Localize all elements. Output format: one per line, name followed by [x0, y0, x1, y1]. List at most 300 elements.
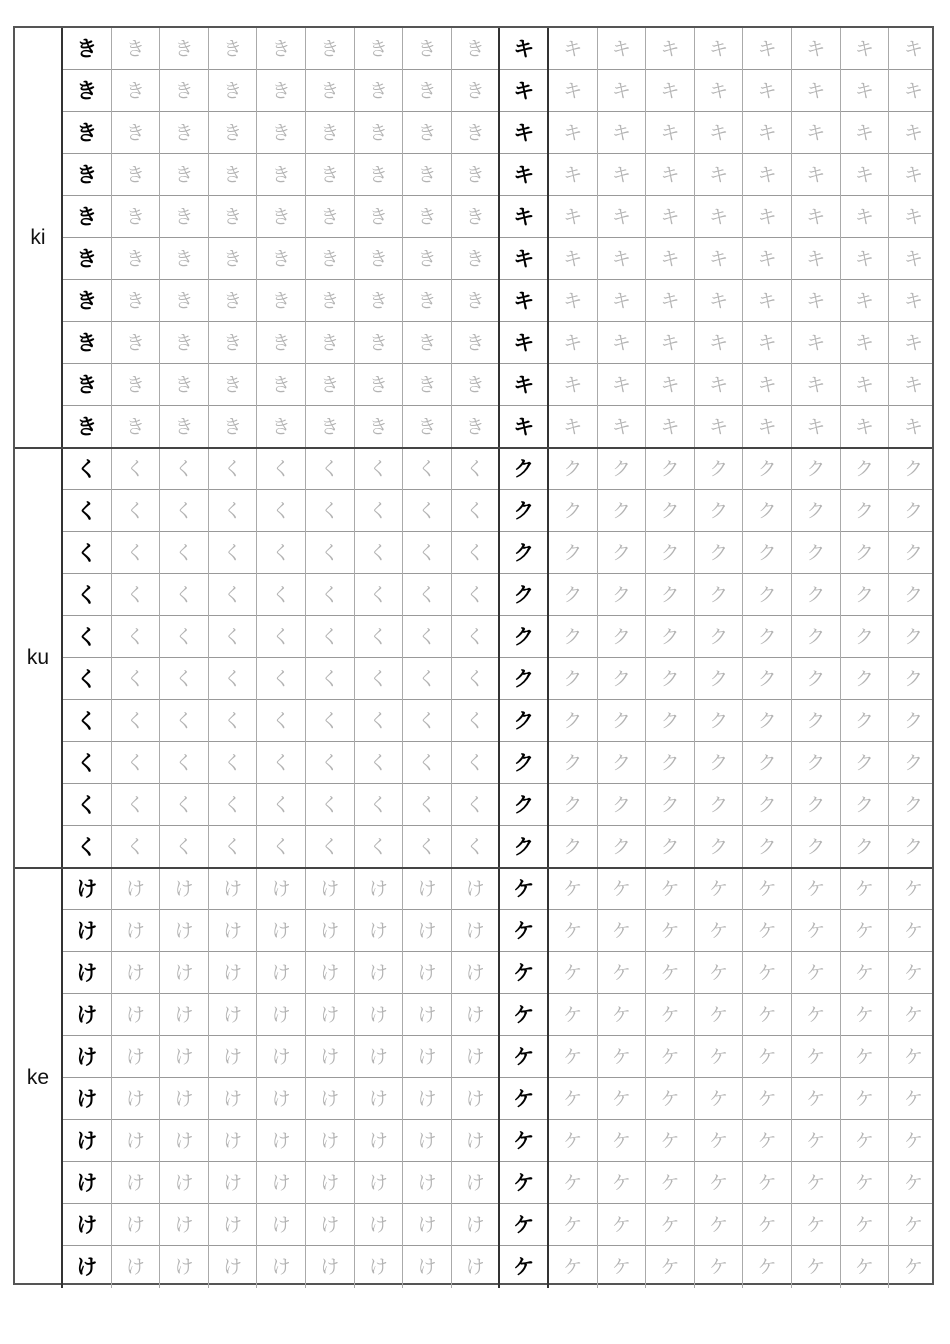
katakana-trace-cell[interactable]: ク — [695, 574, 744, 616]
katakana-trace-cell[interactable]: ク — [743, 490, 792, 532]
hiragana-trace-cell[interactable]: き — [452, 322, 501, 364]
katakana-trace-cell[interactable]: ケ — [598, 868, 647, 910]
hiragana-trace-cell[interactable]: き — [452, 28, 501, 70]
katakana-trace-cell[interactable]: ク — [903, 709, 923, 732]
katakana-trace-cell[interactable]: ク — [743, 532, 792, 574]
hiragana-trace-cell[interactable]: く — [209, 490, 258, 532]
hiragana-trace-cell[interactable]: く — [306, 784, 355, 826]
hiragana-trace-cell[interactable]: け — [355, 994, 404, 1036]
katakana-trace-cell[interactable]: キ — [549, 322, 598, 364]
katakana-trace-cell[interactable]: ク — [841, 574, 890, 616]
hiragana-trace-cell[interactable]: け — [257, 952, 306, 994]
katakana-trace-cell[interactable]: キ — [646, 196, 695, 238]
katakana-trace-cell[interactable]: ケ — [646, 1036, 695, 1078]
hiragana-trace-cell[interactable]: け — [306, 1036, 355, 1078]
hiragana-trace-cell[interactable]: き — [355, 112, 404, 154]
katakana-trace-cell[interactable]: ク — [598, 616, 647, 658]
hiragana-trace-cell[interactable]: き — [257, 70, 306, 112]
hiragana-trace-cell[interactable]: け — [257, 994, 306, 1036]
katakana-trace-cell[interactable]: キ — [841, 28, 890, 70]
katakana-trace-cell[interactable]: ク — [695, 742, 744, 784]
hiragana-trace-cell[interactable]: く — [452, 784, 501, 826]
hiragana-trace-cell[interactable]: く — [160, 532, 209, 574]
hiragana-trace-cell[interactable]: き — [355, 364, 404, 406]
hiragana-trace-cell[interactable]: く — [452, 448, 501, 490]
hiragana-trace-cell[interactable]: き — [112, 364, 161, 406]
hiragana-trace-cell[interactable]: け — [160, 910, 209, 952]
hiragana-trace-cell[interactable]: く — [112, 448, 161, 490]
katakana-trace-cell[interactable]: キ — [743, 28, 792, 70]
katakana-trace-cell[interactable]: ク — [549, 742, 598, 784]
katakana-trace-cell[interactable]: キ — [646, 28, 695, 70]
hiragana-trace-cell[interactable]: け — [209, 1204, 258, 1246]
hiragana-trace-cell[interactable]: け — [112, 952, 161, 994]
hiragana-trace-cell[interactable]: く — [209, 742, 258, 784]
katakana-trace-cell[interactable]: ク — [743, 826, 792, 868]
hiragana-trace-cell[interactable]: け — [452, 868, 501, 910]
katakana-trace-cell[interactable]: キ — [841, 70, 890, 112]
katakana-trace-cell[interactable]: ケ — [549, 1120, 598, 1162]
hiragana-trace-cell[interactable]: き — [403, 28, 452, 70]
katakana-trace-cell[interactable]: キ — [841, 238, 890, 280]
hiragana-trace-cell[interactable]: け — [160, 1120, 209, 1162]
hiragana-trace-cell[interactable]: く — [403, 532, 452, 574]
katakana-trace-cell[interactable]: キ — [792, 70, 841, 112]
katakana-trace-cell[interactable]: ク — [841, 448, 890, 490]
katakana-trace-cell[interactable]: ク — [903, 751, 923, 774]
katakana-trace-cell[interactable]: ケ — [549, 1078, 598, 1120]
katakana-trace-cell[interactable]: ケ — [792, 910, 841, 952]
katakana-trace-cell[interactable]: ク — [695, 616, 744, 658]
katakana-trace-cell[interactable]: キ — [695, 196, 744, 238]
hiragana-trace-cell[interactable]: き — [452, 154, 501, 196]
katakana-trace-cell[interactable]: キ — [646, 112, 695, 154]
hiragana-trace-cell[interactable]: け — [355, 1078, 404, 1120]
katakana-trace-cell[interactable]: ケ — [743, 994, 792, 1036]
hiragana-trace-cell[interactable]: く — [403, 448, 452, 490]
hiragana-trace-cell[interactable]: く — [160, 616, 209, 658]
katakana-trace-cell[interactable]: キ — [598, 364, 647, 406]
katakana-trace-cell[interactable]: キ — [743, 154, 792, 196]
katakana-trace-cell[interactable]: ク — [598, 742, 647, 784]
katakana-trace-cell[interactable]: キ — [743, 70, 792, 112]
hiragana-trace-cell[interactable]: き — [452, 238, 501, 280]
katakana-trace-cell[interactable]: ク — [743, 448, 792, 490]
hiragana-trace-cell[interactable]: け — [209, 1162, 258, 1204]
hiragana-trace-cell[interactable]: け — [257, 1204, 306, 1246]
katakana-trace-cell[interactable]: キ — [646, 70, 695, 112]
hiragana-trace-cell[interactable]: く — [257, 826, 306, 868]
hiragana-trace-cell[interactable]: き — [112, 238, 161, 280]
katakana-trace-cell[interactable]: ク — [598, 784, 647, 826]
hiragana-trace-cell[interactable]: け — [452, 1078, 501, 1120]
hiragana-trace-cell[interactable]: け — [257, 1036, 306, 1078]
hiragana-trace-cell[interactable]: き — [257, 406, 306, 448]
katakana-trace-cell[interactable]: ケ — [841, 1120, 890, 1162]
katakana-trace-cell[interactable]: ク — [549, 700, 598, 742]
hiragana-trace-cell[interactable]: く — [257, 490, 306, 532]
hiragana-trace-cell[interactable]: く — [452, 574, 501, 616]
katakana-trace-cell[interactable]: ク — [841, 490, 890, 532]
hiragana-trace-cell[interactable]: き — [306, 280, 355, 322]
hiragana-trace-cell[interactable]: き — [160, 112, 209, 154]
hiragana-trace-cell[interactable]: け — [112, 994, 161, 1036]
katakana-trace-cell[interactable]: ケ — [695, 910, 744, 952]
katakana-trace-cell[interactable]: ク — [549, 784, 598, 826]
hiragana-trace-cell[interactable]: き — [355, 406, 404, 448]
hiragana-trace-cell[interactable]: き — [209, 364, 258, 406]
hiragana-trace-cell[interactable]: け — [452, 1120, 501, 1162]
katakana-trace-cell[interactable]: ケ — [743, 1162, 792, 1204]
hiragana-trace-cell[interactable]: く — [355, 616, 404, 658]
hiragana-trace-cell[interactable]: く — [160, 784, 209, 826]
hiragana-trace-cell[interactable]: け — [452, 1162, 501, 1204]
hiragana-trace-cell[interactable]: き — [160, 406, 209, 448]
katakana-trace-cell[interactable]: ケ — [903, 1045, 923, 1068]
katakana-trace-cell[interactable]: ク — [792, 574, 841, 616]
katakana-trace-cell[interactable]: キ — [841, 322, 890, 364]
katakana-trace-cell[interactable]: ケ — [743, 1078, 792, 1120]
hiragana-trace-cell[interactable]: け — [355, 910, 404, 952]
hiragana-trace-cell[interactable]: き — [112, 406, 161, 448]
katakana-trace-cell[interactable]: キ — [646, 406, 695, 448]
hiragana-trace-cell[interactable]: け — [403, 1246, 452, 1288]
katakana-trace-cell[interactable]: キ — [841, 196, 890, 238]
hiragana-trace-cell[interactable]: く — [452, 616, 501, 658]
hiragana-trace-cell[interactable]: く — [306, 700, 355, 742]
hiragana-trace-cell[interactable]: け — [306, 868, 355, 910]
hiragana-trace-cell[interactable]: く — [355, 700, 404, 742]
katakana-trace-cell[interactable]: ケ — [841, 994, 890, 1036]
hiragana-trace-cell[interactable]: く — [452, 658, 501, 700]
hiragana-trace-cell[interactable]: き — [112, 280, 161, 322]
hiragana-trace-cell[interactable]: く — [355, 490, 404, 532]
katakana-trace-cell[interactable]: キ — [841, 280, 890, 322]
hiragana-trace-cell[interactable]: く — [160, 448, 209, 490]
hiragana-trace-cell[interactable]: け — [112, 1162, 161, 1204]
katakana-trace-cell[interactable]: キ — [841, 364, 890, 406]
hiragana-trace-cell[interactable]: き — [306, 28, 355, 70]
hiragana-trace-cell[interactable]: く — [112, 700, 161, 742]
hiragana-trace-cell[interactable]: く — [355, 448, 404, 490]
katakana-trace-cell[interactable]: ク — [743, 784, 792, 826]
hiragana-trace-cell[interactable]: け — [160, 1246, 209, 1288]
hiragana-trace-cell[interactable]: け — [306, 910, 355, 952]
katakana-trace-cell[interactable]: ケ — [646, 868, 695, 910]
hiragana-trace-cell[interactable]: き — [403, 406, 452, 448]
hiragana-trace-cell[interactable]: く — [112, 784, 161, 826]
hiragana-trace-cell[interactable]: け — [403, 1204, 452, 1246]
hiragana-trace-cell[interactable]: け — [355, 868, 404, 910]
hiragana-trace-cell[interactable]: き — [403, 280, 452, 322]
katakana-trace-cell[interactable]: キ — [598, 154, 647, 196]
katakana-trace-cell[interactable]: ケ — [598, 1204, 647, 1246]
katakana-trace-cell[interactable]: ケ — [743, 952, 792, 994]
katakana-trace-cell[interactable]: キ — [903, 373, 923, 396]
katakana-trace-cell[interactable]: ケ — [792, 1036, 841, 1078]
katakana-trace-cell[interactable]: キ — [598, 406, 647, 448]
hiragana-trace-cell[interactable]: け — [209, 1036, 258, 1078]
hiragana-trace-cell[interactable]: き — [306, 112, 355, 154]
hiragana-trace-cell[interactable]: き — [452, 406, 501, 448]
katakana-trace-cell[interactable]: ケ — [743, 1120, 792, 1162]
hiragana-trace-cell[interactable]: け — [452, 952, 501, 994]
hiragana-trace-cell[interactable]: き — [355, 28, 404, 70]
katakana-trace-cell[interactable]: キ — [549, 406, 598, 448]
katakana-trace-cell[interactable]: ケ — [792, 1078, 841, 1120]
hiragana-trace-cell[interactable]: く — [112, 574, 161, 616]
hiragana-trace-cell[interactable]: け — [452, 1036, 501, 1078]
hiragana-trace-cell[interactable]: け — [112, 868, 161, 910]
hiragana-trace-cell[interactable]: け — [355, 1204, 404, 1246]
katakana-trace-cell[interactable]: キ — [598, 238, 647, 280]
katakana-trace-cell[interactable]: ケ — [792, 1204, 841, 1246]
katakana-trace-cell[interactable]: ケ — [646, 1078, 695, 1120]
katakana-trace-cell[interactable]: ク — [792, 658, 841, 700]
katakana-trace-cell[interactable]: キ — [646, 322, 695, 364]
hiragana-trace-cell[interactable]: け — [403, 952, 452, 994]
hiragana-trace-cell[interactable]: け — [403, 1036, 452, 1078]
katakana-trace-cell[interactable]: ケ — [841, 1078, 890, 1120]
katakana-trace-cell[interactable]: ケ — [646, 1246, 695, 1288]
hiragana-trace-cell[interactable]: き — [257, 28, 306, 70]
hiragana-trace-cell[interactable]: く — [403, 616, 452, 658]
katakana-trace-cell[interactable]: キ — [792, 112, 841, 154]
katakana-trace-cell[interactable]: ケ — [841, 1036, 890, 1078]
hiragana-trace-cell[interactable]: け — [355, 1162, 404, 1204]
hiragana-trace-cell[interactable]: く — [160, 658, 209, 700]
hiragana-trace-cell[interactable]: け — [209, 1120, 258, 1162]
hiragana-trace-cell[interactable]: け — [112, 1204, 161, 1246]
hiragana-trace-cell[interactable]: け — [209, 1078, 258, 1120]
hiragana-trace-cell[interactable]: く — [306, 532, 355, 574]
hiragana-trace-cell[interactable]: け — [112, 1078, 161, 1120]
katakana-trace-cell[interactable]: ク — [646, 448, 695, 490]
hiragana-trace-cell[interactable]: き — [355, 322, 404, 364]
hiragana-trace-cell[interactable]: き — [209, 154, 258, 196]
hiragana-trace-cell[interactable]: き — [403, 196, 452, 238]
katakana-trace-cell[interactable]: ク — [695, 490, 744, 532]
hiragana-trace-cell[interactable]: け — [209, 910, 258, 952]
katakana-trace-cell[interactable]: キ — [841, 154, 890, 196]
hiragana-trace-cell[interactable]: く — [112, 826, 161, 868]
katakana-trace-cell[interactable]: ク — [646, 574, 695, 616]
hiragana-trace-cell[interactable]: き — [403, 364, 452, 406]
katakana-trace-cell[interactable]: キ — [903, 247, 923, 270]
hiragana-trace-cell[interactable]: け — [160, 868, 209, 910]
hiragana-trace-cell[interactable]: け — [112, 1120, 161, 1162]
katakana-trace-cell[interactable]: ク — [792, 532, 841, 574]
katakana-trace-cell[interactable]: キ — [549, 28, 598, 70]
hiragana-trace-cell[interactable]: き — [160, 280, 209, 322]
hiragana-trace-cell[interactable]: き — [257, 154, 306, 196]
hiragana-trace-cell[interactable]: け — [403, 994, 452, 1036]
katakana-trace-cell[interactable]: キ — [695, 112, 744, 154]
katakana-trace-cell[interactable]: ク — [743, 700, 792, 742]
hiragana-trace-cell[interactable]: き — [306, 238, 355, 280]
katakana-trace-cell[interactable]: ケ — [743, 1204, 792, 1246]
hiragana-trace-cell[interactable]: き — [355, 154, 404, 196]
katakana-trace-cell[interactable]: ケ — [841, 910, 890, 952]
katakana-trace-cell[interactable]: キ — [598, 70, 647, 112]
hiragana-trace-cell[interactable]: き — [355, 196, 404, 238]
katakana-trace-cell[interactable]: ケ — [841, 1204, 890, 1246]
katakana-trace-cell[interactable]: ク — [646, 658, 695, 700]
hiragana-trace-cell[interactable]: く — [403, 742, 452, 784]
hiragana-trace-cell[interactable]: く — [257, 658, 306, 700]
hiragana-trace-cell[interactable]: き — [112, 154, 161, 196]
hiragana-trace-cell[interactable]: き — [112, 70, 161, 112]
hiragana-trace-cell[interactable]: く — [306, 448, 355, 490]
hiragana-trace-cell[interactable]: く — [209, 826, 258, 868]
katakana-trace-cell[interactable]: ク — [549, 532, 598, 574]
hiragana-trace-cell[interactable]: け — [306, 952, 355, 994]
hiragana-trace-cell[interactable]: け — [403, 1120, 452, 1162]
katakana-trace-cell[interactable]: ケ — [646, 910, 695, 952]
hiragana-trace-cell[interactable]: け — [209, 952, 258, 994]
hiragana-trace-cell[interactable]: き — [209, 28, 258, 70]
katakana-trace-cell[interactable]: キ — [792, 322, 841, 364]
katakana-trace-cell[interactable]: キ — [598, 280, 647, 322]
hiragana-trace-cell[interactable]: き — [209, 406, 258, 448]
hiragana-trace-cell[interactable]: け — [306, 1246, 355, 1288]
hiragana-trace-cell[interactable]: き — [257, 238, 306, 280]
hiragana-trace-cell[interactable]: き — [257, 280, 306, 322]
hiragana-trace-cell[interactable]: き — [452, 112, 501, 154]
hiragana-trace-cell[interactable]: く — [112, 616, 161, 658]
katakana-trace-cell[interactable]: キ — [695, 364, 744, 406]
katakana-trace-cell[interactable]: ク — [598, 448, 647, 490]
katakana-trace-cell[interactable]: ケ — [598, 1246, 647, 1288]
katakana-trace-cell[interactable]: キ — [598, 112, 647, 154]
hiragana-trace-cell[interactable]: き — [306, 196, 355, 238]
hiragana-trace-cell[interactable]: け — [160, 1036, 209, 1078]
katakana-trace-cell[interactable]: ク — [646, 700, 695, 742]
katakana-trace-cell[interactable]: ク — [598, 574, 647, 616]
hiragana-trace-cell[interactable]: き — [403, 112, 452, 154]
katakana-trace-cell[interactable]: キ — [646, 280, 695, 322]
hiragana-trace-cell[interactable]: け — [209, 868, 258, 910]
hiragana-trace-cell[interactable]: く — [355, 784, 404, 826]
katakana-trace-cell[interactable]: ケ — [841, 1246, 890, 1288]
katakana-trace-cell[interactable]: ク — [903, 835, 923, 858]
katakana-trace-cell[interactable]: ク — [792, 700, 841, 742]
hiragana-trace-cell[interactable]: き — [257, 364, 306, 406]
katakana-trace-cell[interactable]: キ — [792, 406, 841, 448]
katakana-trace-cell[interactable]: ケ — [903, 1129, 923, 1152]
katakana-trace-cell[interactable]: ケ — [646, 1120, 695, 1162]
hiragana-trace-cell[interactable]: き — [160, 238, 209, 280]
hiragana-trace-cell[interactable]: く — [306, 658, 355, 700]
hiragana-trace-cell[interactable]: く — [112, 742, 161, 784]
hiragana-trace-cell[interactable]: く — [306, 616, 355, 658]
katakana-trace-cell[interactable]: ケ — [792, 1162, 841, 1204]
katakana-trace-cell[interactable]: ケ — [646, 994, 695, 1036]
katakana-trace-cell[interactable]: ク — [695, 700, 744, 742]
hiragana-trace-cell[interactable]: く — [209, 574, 258, 616]
hiragana-trace-cell[interactable]: き — [306, 154, 355, 196]
hiragana-trace-cell[interactable]: く — [112, 658, 161, 700]
katakana-trace-cell[interactable]: ケ — [549, 910, 598, 952]
katakana-trace-cell[interactable]: キ — [903, 121, 923, 144]
katakana-trace-cell[interactable]: ク — [903, 625, 923, 648]
hiragana-trace-cell[interactable]: く — [160, 490, 209, 532]
hiragana-trace-cell[interactable]: き — [452, 196, 501, 238]
katakana-trace-cell[interactable]: キ — [841, 406, 890, 448]
hiragana-trace-cell[interactable]: け — [257, 1120, 306, 1162]
katakana-trace-cell[interactable]: ク — [792, 448, 841, 490]
katakana-trace-cell[interactable]: キ — [549, 238, 598, 280]
hiragana-trace-cell[interactable]: け — [112, 1246, 161, 1288]
katakana-trace-cell[interactable]: キ — [695, 322, 744, 364]
katakana-trace-cell[interactable]: ケ — [903, 1087, 923, 1110]
hiragana-trace-cell[interactable]: く — [355, 742, 404, 784]
katakana-trace-cell[interactable]: ク — [903, 667, 923, 690]
hiragana-trace-cell[interactable]: け — [160, 952, 209, 994]
katakana-trace-cell[interactable]: ク — [695, 826, 744, 868]
hiragana-trace-cell[interactable]: く — [306, 742, 355, 784]
katakana-trace-cell[interactable]: キ — [646, 364, 695, 406]
katakana-trace-cell[interactable]: ク — [903, 583, 923, 606]
katakana-trace-cell[interactable]: ケ — [549, 1246, 598, 1288]
katakana-trace-cell[interactable]: キ — [903, 79, 923, 102]
katakana-trace-cell[interactable]: ク — [549, 826, 598, 868]
katakana-trace-cell[interactable]: ケ — [598, 1078, 647, 1120]
katakana-trace-cell[interactable]: ケ — [695, 1120, 744, 1162]
hiragana-trace-cell[interactable]: け — [160, 1162, 209, 1204]
katakana-trace-cell[interactable]: ケ — [695, 1204, 744, 1246]
katakana-trace-cell[interactable]: ケ — [743, 868, 792, 910]
hiragana-trace-cell[interactable]: く — [355, 826, 404, 868]
katakana-trace-cell[interactable]: ケ — [695, 994, 744, 1036]
katakana-trace-cell[interactable]: ク — [743, 658, 792, 700]
katakana-trace-cell[interactable]: ク — [792, 826, 841, 868]
katakana-trace-cell[interactable]: ケ — [598, 910, 647, 952]
hiragana-trace-cell[interactable]: き — [452, 364, 501, 406]
hiragana-trace-cell[interactable]: け — [112, 1036, 161, 1078]
katakana-trace-cell[interactable]: ク — [549, 448, 598, 490]
katakana-trace-cell[interactable]: ケ — [792, 1246, 841, 1288]
katakana-trace-cell[interactable]: キ — [792, 196, 841, 238]
hiragana-trace-cell[interactable]: く — [306, 490, 355, 532]
hiragana-trace-cell[interactable]: き — [209, 112, 258, 154]
hiragana-trace-cell[interactable]: く — [403, 574, 452, 616]
hiragana-trace-cell[interactable]: き — [160, 70, 209, 112]
katakana-trace-cell[interactable]: ケ — [841, 1162, 890, 1204]
hiragana-trace-cell[interactable]: き — [403, 322, 452, 364]
hiragana-trace-cell[interactable]: け — [452, 994, 501, 1036]
hiragana-trace-cell[interactable]: け — [403, 1078, 452, 1120]
katakana-trace-cell[interactable]: キ — [743, 112, 792, 154]
hiragana-trace-cell[interactable]: き — [403, 70, 452, 112]
katakana-trace-cell[interactable]: ケ — [903, 919, 923, 942]
katakana-trace-cell[interactable]: ク — [695, 658, 744, 700]
katakana-trace-cell[interactable]: ケ — [695, 1162, 744, 1204]
katakana-trace-cell[interactable]: キ — [646, 154, 695, 196]
katakana-trace-cell[interactable]: ケ — [598, 952, 647, 994]
hiragana-trace-cell[interactable]: き — [209, 322, 258, 364]
katakana-trace-cell[interactable]: ク — [549, 658, 598, 700]
katakana-trace-cell[interactable]: ケ — [903, 1255, 923, 1278]
katakana-trace-cell[interactable]: キ — [695, 28, 744, 70]
hiragana-trace-cell[interactable]: く — [452, 532, 501, 574]
katakana-trace-cell[interactable]: キ — [549, 280, 598, 322]
katakana-trace-cell[interactable]: キ — [743, 364, 792, 406]
hiragana-trace-cell[interactable]: き — [209, 196, 258, 238]
hiragana-trace-cell[interactable]: け — [306, 994, 355, 1036]
katakana-trace-cell[interactable]: ケ — [792, 868, 841, 910]
hiragana-trace-cell[interactable]: け — [160, 994, 209, 1036]
